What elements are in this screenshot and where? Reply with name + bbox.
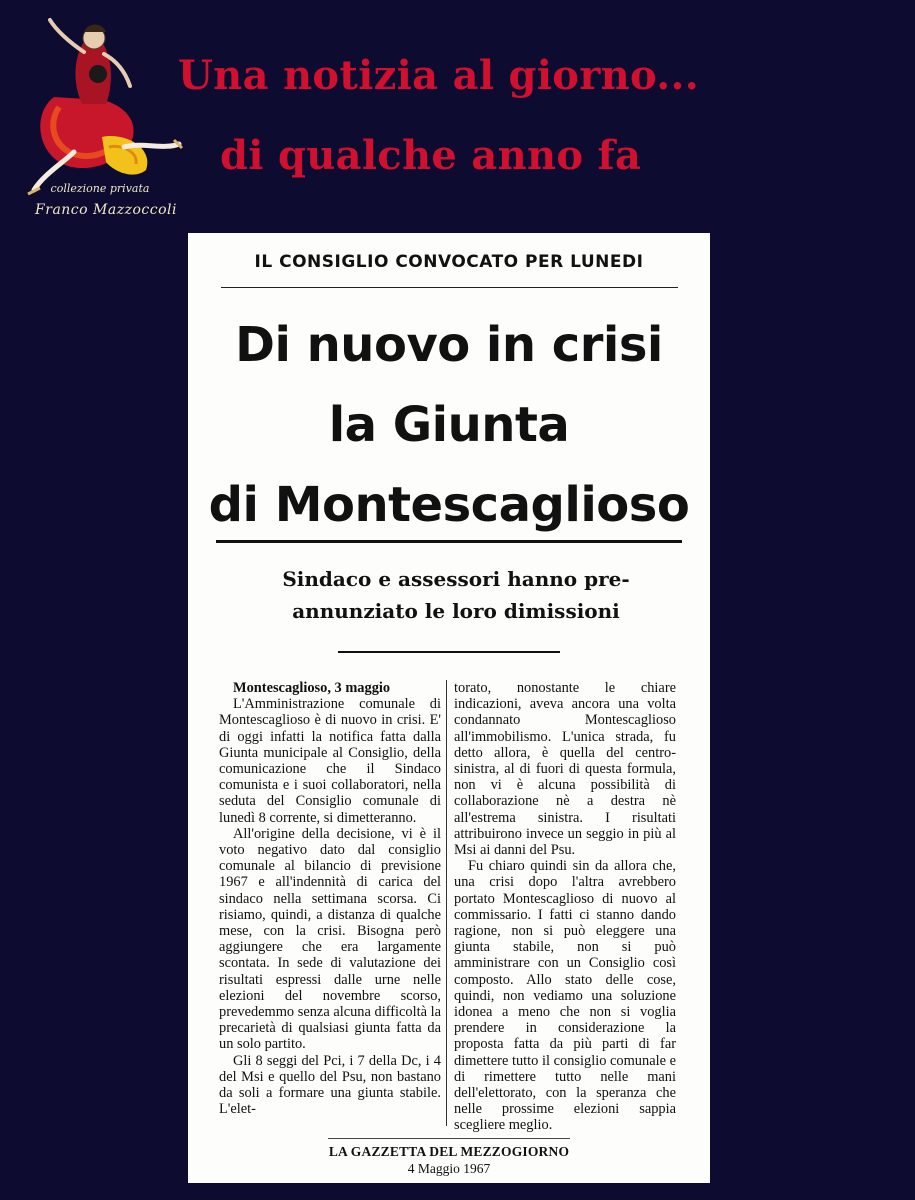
article-paragraph: L'Amministrazione comunale di Montescaglioso è di nuovo in crisi. E' di oggi infatti la notifica fatta dalla Giunta municipale al Consiglio, della comunicazione che il Sindaco comunista e i suoi collaboratori, nella seduta del Consiglio comunale di lunedì 8 corrente, si dimetteranno. bbox=[219, 696, 441, 826]
newspaper-masthead: LA GAZZETTA DEL MEZZOGIORNO bbox=[328, 1144, 570, 1159]
kicker-divider bbox=[221, 287, 678, 288]
article-kicker: IL CONSIGLIO CONVOCATO PER LUNEDI bbox=[254, 252, 644, 272]
article-headline bbox=[188, 305, 710, 545]
article-column-left bbox=[219, 680, 441, 1117]
headline-line: la Giunta bbox=[328, 397, 570, 453]
column-divider bbox=[446, 680, 447, 1126]
newspaper-clipping bbox=[188, 233, 710, 1183]
article-dateline: Montescaglioso, 3 maggio bbox=[233, 680, 391, 696]
logo-caption-owner: Franco Mazzoccoli bbox=[35, 202, 177, 218]
subhead-divider bbox=[338, 651, 560, 653]
article-paragraph: All'origine della decisione, vi è il voto negativo dato dal consiglio comunale al bilancio di previsione 1967 e all'indennità di carica del sindaco nella settimana scorsa. Ci risiamo, quindi, a distanza di qualche mese, con la crisi. Bisogna però aggiungere che era largamente scontata. In sede di valutazione dei risultati espressi dalle urne nelle elezioni del novembre scorso, prevedemmo senza alcuna difficoltà la precarietà di qualsiasi giunta fatta da un solo partito. bbox=[219, 825, 441, 1053]
article-paragraph: Gli 8 seggi del Pci, i 7 della Dc, i 4 del Msi e quello del Psu, non bastano da soli a formare una giunta stabile. L'elet- bbox=[219, 1052, 441, 1118]
headline-line: Di nuovo in crisi bbox=[235, 317, 663, 373]
subhead-line: Sindaco e assessori hanno pre- bbox=[282, 567, 630, 591]
logo-caption-collection: collezione privata bbox=[50, 182, 150, 195]
dancer-illustration-icon bbox=[14, 12, 186, 202]
subhead-line: annunziato le loro dimissioni bbox=[292, 599, 620, 623]
headline-divider bbox=[216, 540, 682, 543]
article-subhead bbox=[236, 563, 676, 627]
collection-logo bbox=[14, 12, 186, 227]
article-column-right bbox=[454, 680, 676, 1134]
banner-title-line2: di qualche anno fa bbox=[220, 132, 642, 179]
article-paragraph: Fu chiaro quindi sin da allora che, una crisi dopo l'altra avrebbero portato Montescaglioso di nuovo al commissario. I fatti ci stanno dando ragione, non si può eleggere una giunta stabile, non si può amministrare con un Consiglio così composto. Allo stato delle cose, quindi, non vediamo una soluzione idonea a meno che non si voglia prendere in considerazione la proposta fatta da più parti di far dimettere tutto il consiglio comunale e di rimettere tutto nelle mani dell'elettorato, con la speranza che nelle prossime elezioni sappia scegliere meglio. bbox=[454, 858, 676, 1134]
footer-divider bbox=[328, 1138, 570, 1139]
publication-date: 4 Maggio 1967 bbox=[407, 1161, 491, 1176]
headline-line: di Montescaglioso bbox=[208, 477, 690, 533]
article-paragraph: torato, nonostante le chiare indicazioni, aveva ancora una volta condannato Montescaglioso all'immobilismo. L'unica strada, fu detto allora, è quella del centro-sinistra, al di fuori di questa formula, non vi è alcuna possibilità di collaborazione nè a destra nè all'estrema sinistra. I risultati attribuirono invece un seggio in più al Msi ai danni del Psu. bbox=[454, 680, 676, 859]
banner-title-line1: Una notizia al giorno... bbox=[178, 52, 699, 99]
